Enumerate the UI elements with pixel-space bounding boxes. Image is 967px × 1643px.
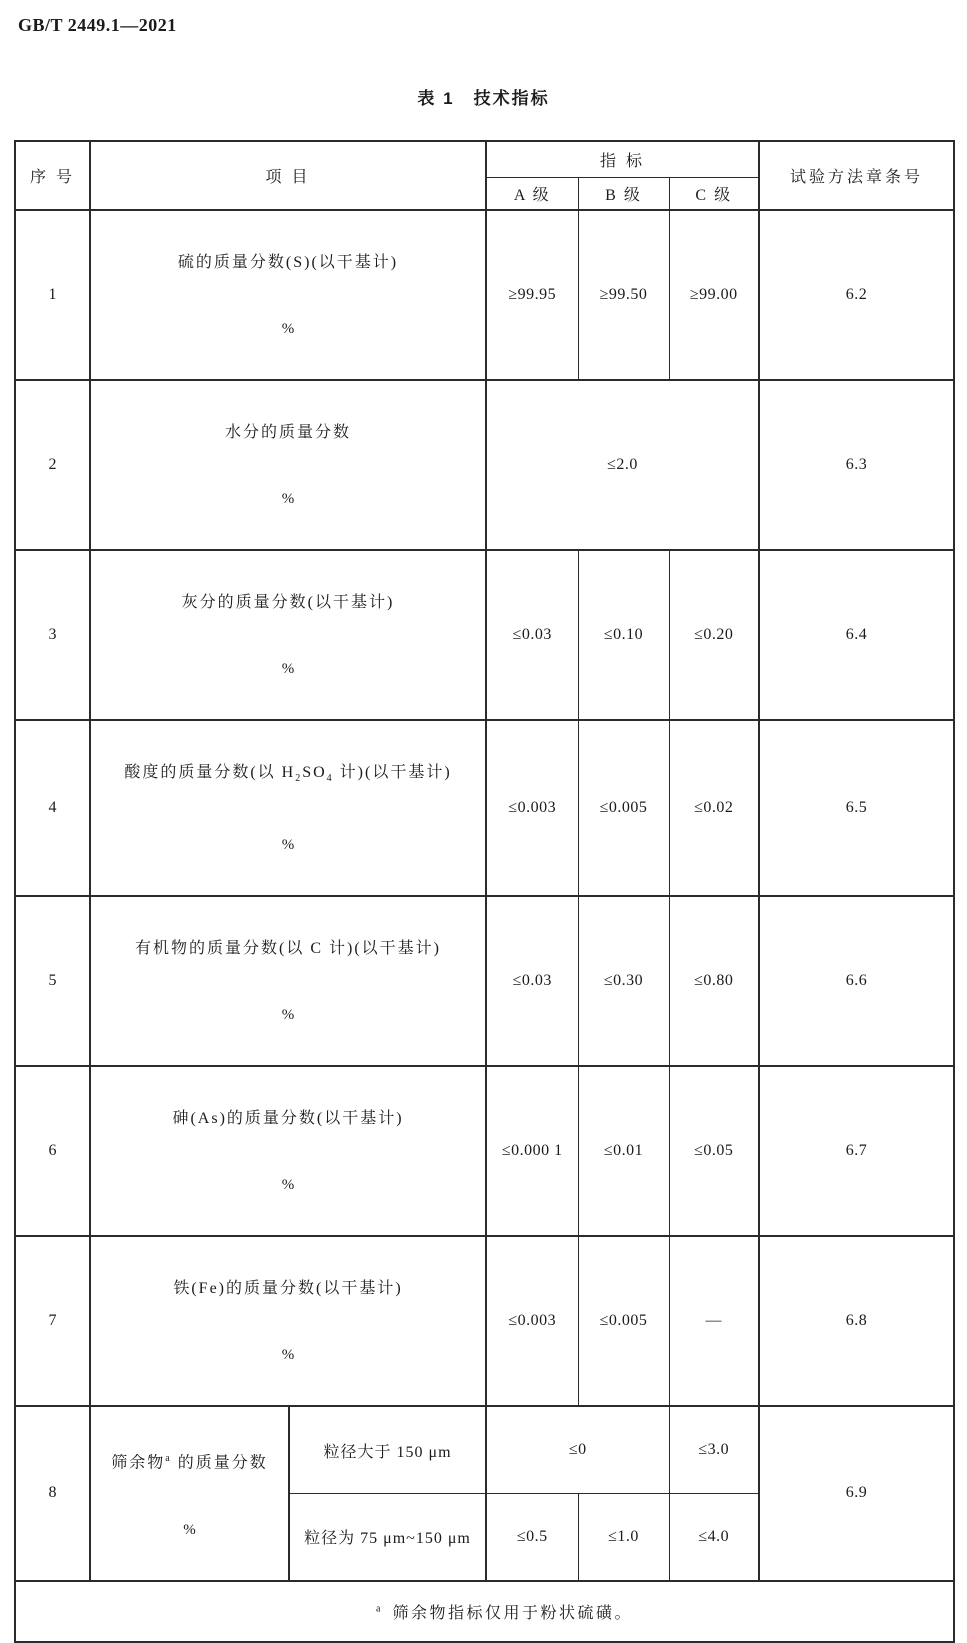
row-5-value-a: ≤0.03 <box>486 896 578 1066</box>
row-6-unit: % <box>281 1177 295 1194</box>
row-8-method: 6.9 <box>759 1406 954 1580</box>
table-header <box>15 141 954 210</box>
row-5-item <box>90 896 486 1066</box>
row-7-value-a: ≤0.003 <box>486 1236 578 1406</box>
row-1-value-b: ≥99.50 <box>578 210 669 380</box>
footnote-mark: a <box>376 1603 381 1615</box>
row-2-no: 2 <box>15 380 90 550</box>
row-7-item <box>90 1236 486 1406</box>
row-6-method: 6.7 <box>759 1066 954 1236</box>
row-5-method: 6.6 <box>759 896 954 1066</box>
row-8-sub-1-value-c: ≤3.0 <box>669 1406 759 1493</box>
row-6 <box>15 1066 954 1236</box>
row-4 <box>15 720 954 896</box>
row-8-sub-2-value-c: ≤4.0 <box>669 1493 759 1580</box>
row-6-value-a: ≤0.000 1 <box>486 1066 578 1236</box>
row-7-value-b: ≤0.005 <box>578 1236 669 1406</box>
row-3-value-c: ≤0.20 <box>669 550 759 720</box>
row-4-item-name: 酸度的质量分数(以 $H_2SO_4$ 计)(以干基计) <box>124 764 452 785</box>
row-3-no: 3 <box>15 550 90 720</box>
row-3 <box>15 550 954 720</box>
row-2 <box>15 380 954 550</box>
row-8-item-footnote-mark: a <box>165 1453 172 1465</box>
row-3-method: 6.4 <box>759 550 954 720</box>
row-7-value-c: — <box>669 1236 759 1406</box>
row-8-sub-1-label: 粒径大于 150 μm <box>289 1406 486 1493</box>
row-4-item-sub-2: 2 <box>295 773 303 785</box>
row-8-sub-2-value-a: ≤0.5 <box>486 1493 578 1580</box>
row-1-unit: % <box>281 321 295 337</box>
row-4-value-a: ≤0.003 <box>486 720 578 896</box>
row-4-method: 6.5 <box>759 720 954 896</box>
row-8-sub-1-value-ab: ≤0 <box>486 1406 669 1493</box>
row-4-value-c: ≤0.02 <box>669 720 759 896</box>
row-1-no: 1 <box>15 210 90 380</box>
row-6-item-name: 砷(As)的质量分数(以干基计) <box>172 1110 404 1128</box>
row-8-sub-2-value-b: ≤1.0 <box>578 1493 669 1580</box>
row-8-sub-1 <box>15 1406 954 1493</box>
table-title: 表 1 技术指标 <box>417 89 550 108</box>
row-4-no: 4 <box>15 720 90 896</box>
row-1-value-c: ≥99.00 <box>669 210 759 380</box>
spec-table <box>14 140 955 1643</box>
row-7-item-name: 铁(Fe)的质量分数(以干基计) <box>173 1280 403 1298</box>
row-1 <box>15 210 954 380</box>
row-1-item-name: 硫的质量分数(S)(以干基计) <box>177 254 399 271</box>
row-8-no: 8 <box>15 1406 90 1580</box>
footnote-text: 筛余物指标仅用于粉状硫磺。 <box>392 1604 633 1622</box>
row-5-value-b: ≤0.30 <box>578 896 669 1066</box>
row-3-value-b: ≤0.10 <box>578 550 669 720</box>
row-2-method: 6.3 <box>759 380 954 550</box>
table-body <box>15 210 954 1642</box>
row-4-item-sub-4: 4 <box>326 773 334 785</box>
row-8-item <box>90 1406 289 1580</box>
row-4-value-b: ≤0.005 <box>578 720 669 896</box>
row-2-value-all: ≤2.0 <box>486 380 759 550</box>
row-1-value-a: ≥99.95 <box>486 210 578 380</box>
row-4-item <box>90 720 486 896</box>
doc-number: GB/T 2449.1—2021 <box>18 15 177 35</box>
row-7-no: 7 <box>15 1236 90 1406</box>
header-grade-c: C 级 <box>669 177 759 210</box>
row-3-value-a: ≤0.03 <box>486 550 578 720</box>
row-7 <box>15 1236 954 1406</box>
header-grade-a: A 级 <box>486 177 578 210</box>
row-6-item <box>90 1066 486 1236</box>
row-2-item-name: 水分的质量分数 <box>225 424 352 441</box>
row-5 <box>15 896 954 1066</box>
header-col-index: 指 标 <box>486 141 759 177</box>
row-3-item-name: 灰分的质量分数(以干基计) <box>181 594 395 611</box>
row-7-method: 6.8 <box>759 1236 954 1406</box>
row-2-item <box>90 380 486 550</box>
row-1-item <box>90 210 486 380</box>
footnote-row <box>15 1581 954 1642</box>
row-6-no: 6 <box>15 1066 90 1236</box>
header-col-item: 项 目 <box>90 141 486 210</box>
row-3-item <box>90 550 486 720</box>
row-6-value-b: ≤0.01 <box>578 1066 669 1236</box>
header-col-method: 试验方法章条号 <box>759 141 954 210</box>
row-5-unit: % <box>281 1007 295 1024</box>
row-5-item-name: 有机物的质量分数(以 C 计)(以干基计) <box>135 940 441 958</box>
row-2-unit: % <box>281 491 295 507</box>
header-grade-b: B 级 <box>578 177 669 210</box>
row-5-value-c: ≤0.80 <box>669 896 759 1066</box>
row-8-item-name: 筛余物$^a$ 的质量分数 <box>111 1453 268 1472</box>
header-row-1 <box>15 141 954 177</box>
row-7-unit: % <box>281 1347 295 1364</box>
row-5-no: 5 <box>15 896 90 1066</box>
row-6-value-c: ≤0.05 <box>669 1066 759 1236</box>
header-col-no: 序 号 <box>15 141 90 210</box>
footnote-cell <box>15 1581 954 1642</box>
row-1-method: 6.2 <box>759 210 954 380</box>
row-3-unit: % <box>281 661 295 677</box>
row-4-unit: % <box>281 837 295 854</box>
row-8-sub-2-label: 粒径为 75 μm~150 μm <box>289 1493 486 1580</box>
row-8-unit: % <box>183 1521 196 1538</box>
